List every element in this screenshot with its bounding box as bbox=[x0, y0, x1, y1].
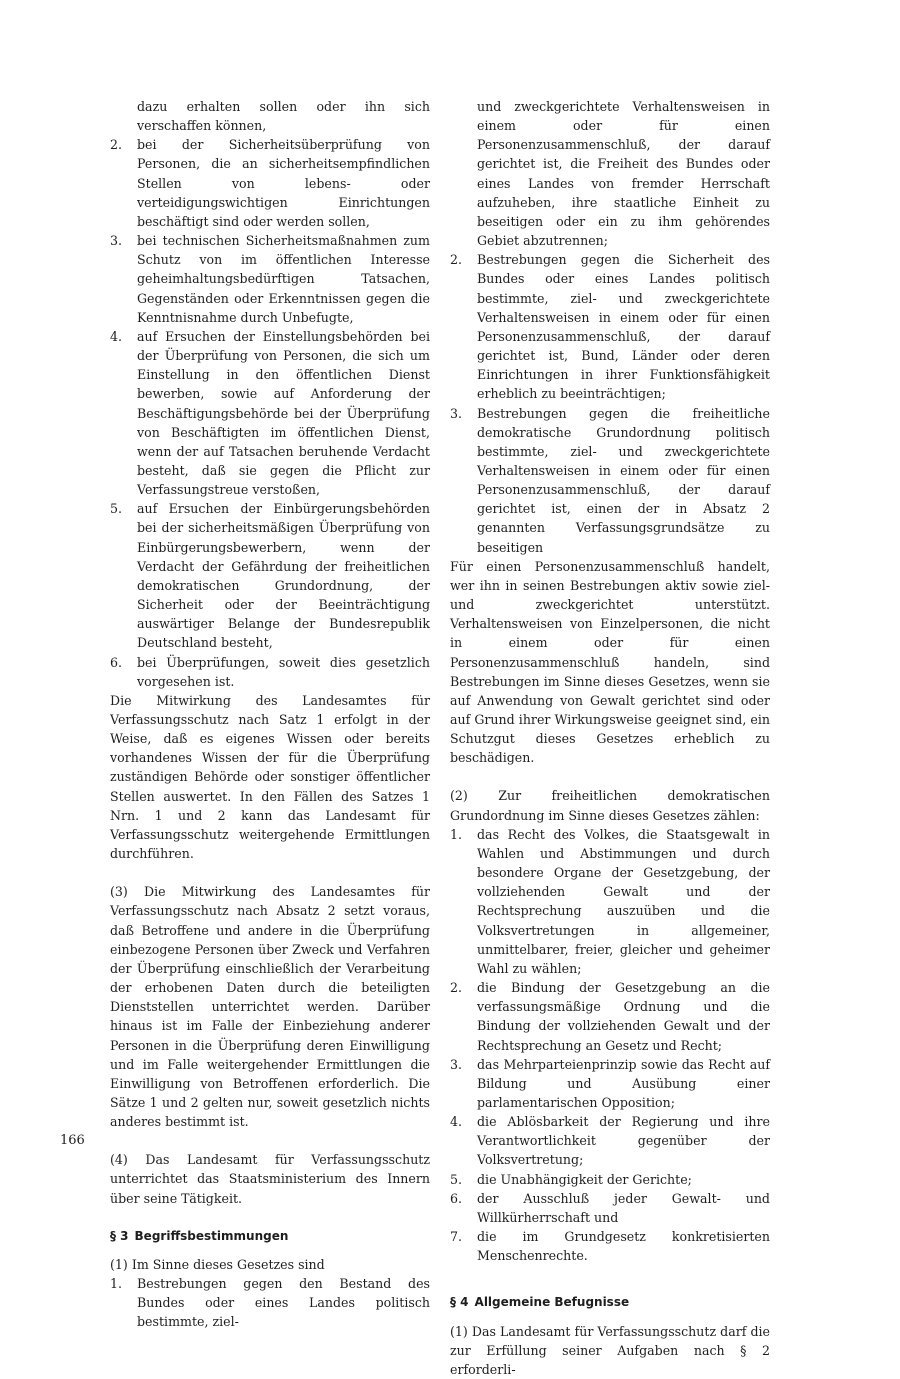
list-item-text: die Bindung der Gesetzgebung an die verfassungsmäßige Ordnung und die Bindung der vollziehenden Gewalt und der Rechtsprechung an Gesetz und Recht; bbox=[477, 980, 770, 1053]
list-item-number: 3. bbox=[110, 233, 123, 249]
list-item bbox=[110, 135, 430, 231]
paragraph-s4-1: (1) Das Landesamt für Verfassungsschutz darf die zur Erfüllung seiner Aufgaben nach § 2 erforderli- bbox=[450, 1323, 770, 1377]
bestrebungen-list bbox=[450, 250, 770, 557]
list-item-number: 1. bbox=[450, 826, 463, 842]
section-title: Allgemeine Befugnisse bbox=[474, 1295, 630, 1310]
paragraph-mitwirkung: Die Mitwirkung des Landesamtes für Verfassungsschutz nach Satz 1 erfolgt in der Weise, daß es eigenes Wissen oder bereits vorhandenes Wissen der für die Überprüfung zuständigen Behörde oder sonstiger öffentlicher Stellen auswertet. In den Fällen des Satzes 1 Nrn. 1 und 2 kann das Landesamt für Verfassungsschutz weitergehende Ermittlungen durchführen. bbox=[110, 692, 430, 862]
list-item bbox=[450, 1170, 770, 1189]
list-item-number: 2. bbox=[110, 137, 123, 153]
list-item bbox=[450, 1227, 770, 1265]
list-item-number: 7. bbox=[450, 1229, 463, 1245]
list-item-number: 6. bbox=[110, 654, 123, 670]
list-item-text: die im Grundgesetz konkretisierten Menschenrechte. bbox=[477, 1229, 770, 1264]
section-number: § 4 bbox=[450, 1295, 469, 1310]
list-item bbox=[110, 327, 430, 499]
list-item bbox=[450, 250, 770, 403]
right-column bbox=[450, 97, 770, 1379]
paragraph-s3-1: (1) Im Sinne dieses Gesetzes sind bbox=[110, 1256, 325, 1272]
list-item-text: auf Ersuchen der Einbürgerungsbehörden bei der sicherheitsmäßigen Überprüfung von Einbürgerungsbewerbern, wenn der Verdacht der Gefährdung der freiheitlichen demokratischen Grundordnung, der Sicherheit oder der Beeinträchtigung auswärtiger Belange der Bundesrepublik Deutschland besteht, bbox=[137, 501, 430, 651]
list-item-text: das Mehrparteienprinzip sowie das Recht auf Bildung und Ausübung einer parlamentarischen Opposition; bbox=[477, 1056, 770, 1110]
list-item bbox=[110, 653, 430, 691]
list-item-number: 2. bbox=[450, 980, 463, 996]
list-item bbox=[450, 1112, 770, 1169]
list-item-number: 2. bbox=[450, 252, 463, 268]
list-item-number: 4. bbox=[110, 328, 123, 344]
list-item-text: Bestrebungen gegen den Bestand des Bundes oder eines Landes politisch bestimmte, ziel- bbox=[137, 1276, 430, 1330]
section-heading-3 bbox=[110, 1227, 430, 1246]
overview-list bbox=[110, 135, 430, 691]
section-title: Begriffsbestimmungen bbox=[134, 1228, 289, 1243]
list-item bbox=[450, 1189, 770, 1227]
list-item-text: das Recht des Volkes, die Staatsgewalt in Wahlen und Abstimmungen und durch besondere Organe der Gesetzgebung, der vollziehenden Gewalt und der Rechtsprechung auszuüben und die Volksvertretungen in allgemeiner, unmittelbarer, freier, gleicher und geheimer Wahl zu wählen; bbox=[477, 826, 770, 976]
paragraph-3: (3) Die Mitwirkung des Landesamtes für Verfassungsschutz nach Absatz 2 setzt voraus, daß Betroffene und andere in die Überprüfung einbezogene Personen über Zweck und Verfahren der Überprüfung einschließlich der Verarbeitung der erhobenen Daten durch die beteiligten Dienststellen unterrichtet werden. Darüber hinaus ist im Falle der Einbeziehung anderer Personen in die Überprüfung deren Einwilligung und im Falle weitergehender Ermittlungen die Einwilligung von Betroffenen erforderlich. Die Sätze 1 und 2 gelten nur, soweit gesetzlich nichts anderes bestimmt ist. bbox=[110, 884, 430, 1130]
section-number: § 3 bbox=[110, 1228, 129, 1243]
definitions-list bbox=[110, 1274, 430, 1331]
list-item bbox=[450, 978, 770, 1055]
list-item bbox=[450, 404, 770, 557]
list-item-text: bei technischen Sicherheitsmaßnahmen zum Schutz von im öffentlichen Interesse geheimhaltungsbedürftigen Tatsachen, Gegenständen oder Erkenntnissen gegen die Kenntnisnahme durch Unbefugte, bbox=[137, 233, 430, 325]
paragraph-4: (4) Das Landesamt für Verfassungsschutz unterrichtet das Staatsministerium des Innern über seine Tätigkeit. bbox=[110, 1152, 430, 1206]
list-item-text: Bestrebungen gegen die freiheitliche demokratische Grundordnung politisch bestimmte, ziel- und zweckgerichtete Verhaltensweisen in einem oder für einen Personenzusammenschluß, der darauf gerichtet ist, einen der in Absatz 2 genannten Verfassungsgrundsätze zu beseitigen bbox=[477, 405, 770, 555]
list-item-continuation: und zweckgerichtete Verhaltensweisen in einem oder für einen Personenzusammenschluß, der darauf gerichtet ist, die Freiheit des Bundes oder eines Landes von fremder Herrschaft aufzuheben, ihre staatliche Einheit zu beseitigen oder ein zu ihm gehörendes Gebiet abzutrennen; bbox=[477, 99, 770, 249]
list-item-text: die Ablösbarkeit der Regierung und ihre Verantwortlichkeit gegenüber der Volksvertretung; bbox=[477, 1114, 770, 1168]
list-item-text: bei der Sicherheitsüberprüfung von Personen, die an sicherheitsempfindlichen Stellen von lebens- oder verteidigungswichtigen Einrichtungen beschäftigt sind oder werden sollen, bbox=[137, 137, 430, 229]
left-column bbox=[110, 97, 430, 1332]
list-item-number: 6. bbox=[450, 1190, 463, 1206]
page-number: 166 bbox=[60, 1133, 85, 1148]
paragraph-personenzusammenschluss: Für einen Personenzusammenschluß handelt, wer ihn in seinen Bestrebungen aktiv sowie ziel- und zweckgerichtet unterstützt. Verhaltensweisen von Einzelpersonen, die nicht in einem oder für einen Personenzusammenschluß handeln, sind Bestrebungen im Sinne dieses Gesetzes, wenn sie auf Anwendung von Gewalt gerichtet sind oder auf Grund ihrer Wirkungsweise geeignet sind, ein Schutzgut dieses Gesetzes erheblich zu beschädigen. bbox=[450, 558, 770, 766]
list-item-number: 5. bbox=[110, 501, 123, 517]
list-item-number: 3. bbox=[450, 405, 463, 421]
list-item-number: 3. bbox=[450, 1056, 463, 1072]
list-item-text: bei Überprüfungen, soweit dies gesetzlich vorgesehen ist. bbox=[137, 654, 430, 689]
list-item bbox=[110, 231, 430, 327]
list-item bbox=[110, 499, 430, 652]
list-item-continuation: dazu erhalten sollen oder ihn sich verschaffen können, bbox=[137, 99, 430, 134]
list-item-text: auf Ersuchen der Einstellungsbehörden bei der Überprüfung von Personen, die sich um Einstellung in den öffentlichen Dienst bewerben, sowie auf Anforderung der Beschäftigungsbehörde bei der Überprüfung von Beschäftigten im öffentlichen Dienst, wenn der auf Tatsachen beruhende Verdacht besteht, daß sie gegen die Pflicht zur Verfassungstreue verstoßen, bbox=[137, 328, 430, 498]
list-item-text: die Unabhängigkeit der Gerichte; bbox=[477, 1171, 692, 1187]
paragraph-2: (2) Zur freiheitlichen demokratischen Grundordnung im Sinne dieses Gesetzes zählen: bbox=[450, 788, 770, 823]
grundordnung-list bbox=[450, 825, 770, 1266]
section-heading-4 bbox=[450, 1293, 770, 1312]
list-item-number: 5. bbox=[450, 1171, 463, 1187]
list-item bbox=[450, 825, 770, 978]
list-item-text: Bestrebungen gegen die Sicherheit des Bundes oder eines Landes politisch bestimmte, ziel- und zweckgerichtete Verhaltensweisen in einem oder für einen Personenzusammenschluß, der darauf gerichtet ist, Bund, Länder oder deren Einrichtungen in ihrer Funktionsfähigkeit erheblich zu beeinträchtigen; bbox=[477, 252, 770, 402]
list-item-number: 1. bbox=[110, 1276, 123, 1292]
list-item-number: 4. bbox=[450, 1114, 463, 1130]
list-item bbox=[450, 1055, 770, 1112]
list-item bbox=[110, 1274, 430, 1331]
list-item-text: der Ausschluß jeder Gewalt- und Willkürherrschaft und bbox=[477, 1190, 770, 1225]
